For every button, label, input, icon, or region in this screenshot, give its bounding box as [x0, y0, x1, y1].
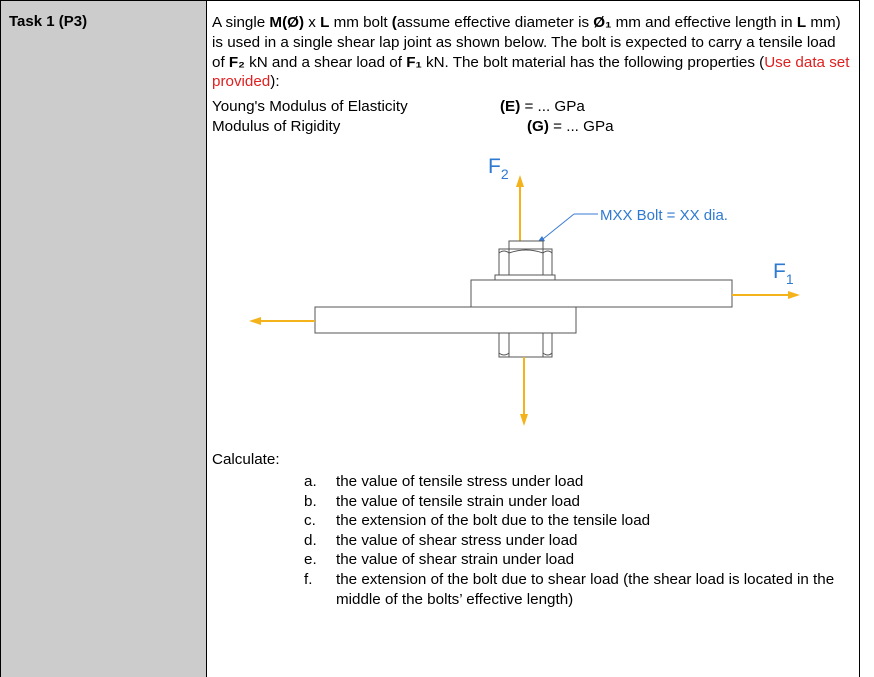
property-value-rigidity [527, 118, 614, 135]
bottom-plate [315, 307, 576, 333]
item-marker: b. [304, 492, 317, 510]
property-gpa-g: = ... GPa [548, 118, 614, 135]
intro-text-7: kN and a shear load of [244, 53, 407, 71]
task-intro-text [212, 13, 852, 92]
item-marker: e. [304, 551, 317, 569]
intro-text-6: mm) is used in a single shear lap joint as shown below. The bolt is expected to carry a tensile load of [212, 14, 841, 71]
property-gpa-e: = ... GPa [520, 98, 585, 115]
calculation-item [304, 492, 859, 512]
intro-text-4: assume effective diameter is [396, 14, 594, 31]
item-marker: d. [304, 531, 317, 549]
f2-label: $F_2$ [488, 155, 509, 182]
calculation-item [304, 472, 859, 492]
f2-arrowhead [516, 175, 524, 187]
f1-label: $F_1$ [773, 260, 794, 287]
intro-bold-diameter: Ø₁ [593, 14, 612, 31]
intro-text-3: mm bolt [329, 14, 392, 31]
calculation-item [304, 511, 859, 531]
task-label-cell [0, 0, 207, 677]
item-text: the value of shear strain under load [336, 551, 575, 569]
item-marker: f. [304, 570, 313, 588]
intro-bold-length: L [320, 14, 330, 31]
f1-arrowhead [788, 291, 800, 299]
item-text: the value of tensile strain under load [336, 492, 581, 510]
property-symbol-g: (G) [527, 118, 549, 135]
bolt-head [499, 249, 552, 275]
property-name-youngs: Young's Modulus of Elasticity [212, 98, 408, 115]
f2-down-arrowhead [520, 414, 528, 426]
item-text: the extension of the bolt due to the tensile load [336, 512, 651, 530]
intro-text-9: ): [270, 73, 280, 91]
calculation-item [304, 570, 859, 609]
bolt-joint-diagram [207, 141, 860, 431]
washer-top [495, 275, 555, 280]
intro-text-2: x [304, 14, 321, 31]
bolt-label: MXX Bolt = XX dia. [600, 207, 728, 224]
property-symbol-e: (E) [500, 98, 521, 115]
item-text: the value of tensile stress under load [336, 473, 584, 490]
calculation-item [304, 531, 859, 551]
bolt-head-top [509, 241, 543, 249]
calculation-list [304, 472, 859, 609]
intro-bold-paren: ( [391, 14, 397, 31]
property-name-rigidity: Modulus of Rigidity [212, 118, 341, 135]
intro-text-8: kN. The bolt material has the following properties ( [421, 53, 765, 71]
item-marker: c. [304, 512, 316, 530]
intro-bold-length-2: L [796, 14, 807, 31]
item-marker: a. [304, 473, 317, 490]
intro-bold-f1: F₁ [406, 53, 422, 71]
intro-text-1: A single [212, 14, 270, 31]
task-label: Task 1 (P3) [9, 13, 88, 30]
calculation-item [304, 550, 859, 570]
calculate-label: Calculate: [212, 451, 280, 468]
item-text: the extension of the bolt due to shear load (the shear load is located in the middle of the bolts’ effective length) [336, 570, 835, 608]
item-text: the value of shear stress under load [336, 531, 578, 549]
use-data-set-note: Use data set provided [212, 53, 850, 91]
left-reaction-arrowhead [249, 317, 261, 325]
property-value-youngs [500, 98, 585, 115]
intro-bold-f2: F₂ [228, 53, 245, 71]
intro-text-5: mm and effective length in [611, 14, 797, 31]
intro-bold-bolt-size: M(Ø) [269, 14, 305, 31]
top-plate [471, 280, 732, 307]
task-content-cell [207, 0, 860, 677]
